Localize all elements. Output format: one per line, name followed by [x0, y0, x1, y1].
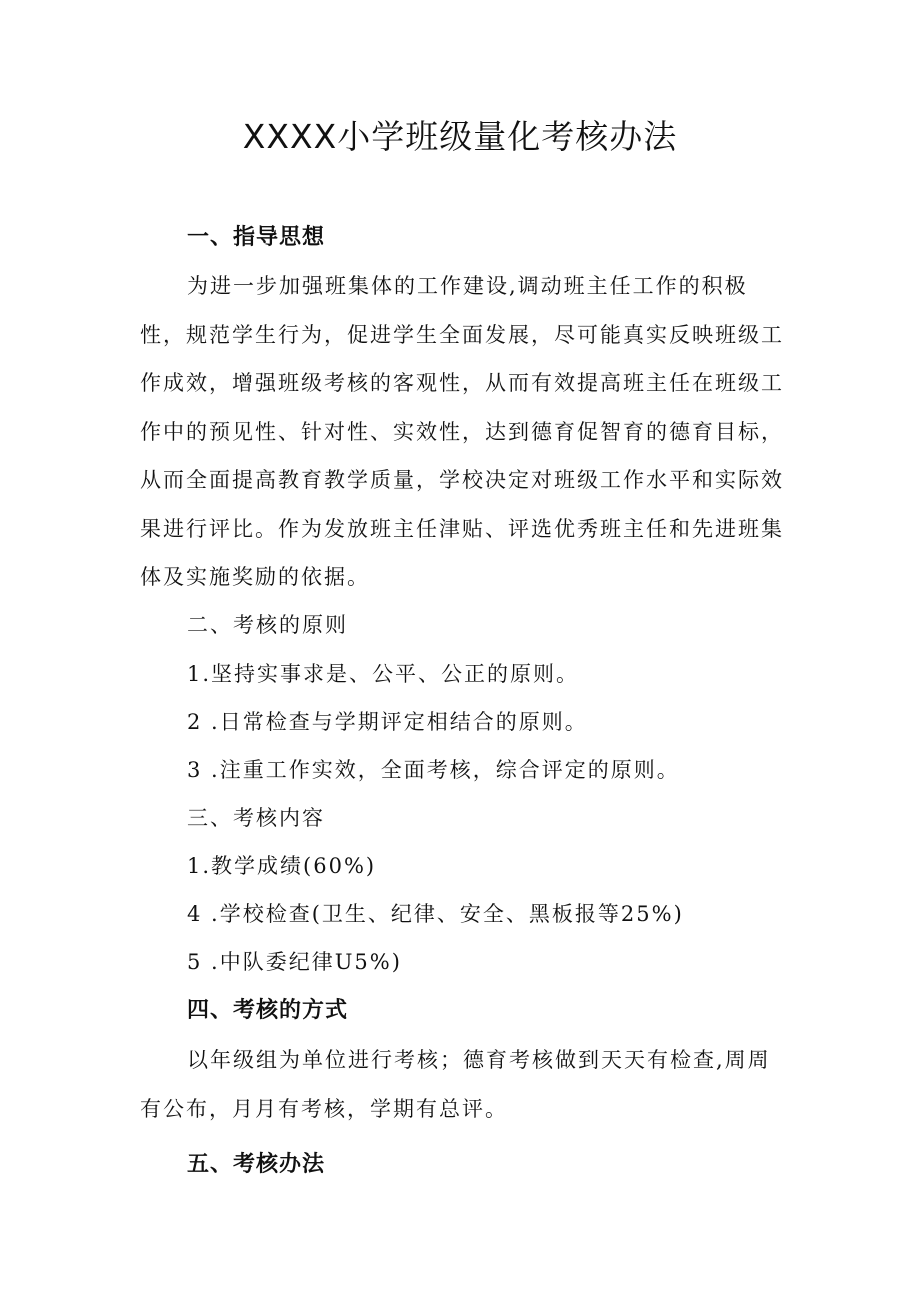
section-heading-guiding-thought: 一、指导思想: [187, 225, 326, 250]
principle-item: 1.坚持实事求是、公平、公正的原则。: [187, 662, 580, 686]
section-heading-content: 三、考核内容: [187, 806, 325, 830]
document-title: XXXX小学班级量化考核办法: [242, 117, 678, 156]
section-heading-method: 四、考核的方式: [187, 998, 349, 1023]
section-heading-assessment: 五、考核办法: [187, 1152, 326, 1177]
section-heading-principles: 二、考核的原则: [187, 613, 348, 637]
principle-item: 3 .注重工作实效，全面考核，综合评定的原则。: [187, 758, 680, 782]
content-item: 4 .学校检查(卫生、纪律、安全、黑板报等25%): [187, 902, 684, 926]
content-item: 1.教学成绩(60%): [187, 854, 377, 878]
method-paragraph: 以年级组为单位进行考核；德育考核做到天天有检查,周周有公布，月月有考核，学期有总评。: [140, 1048, 771, 1121]
content-item: 5 .中队委纪律U5%): [187, 950, 402, 974]
principle-item: 2 .日常检查与学期评定相结合的原则。: [187, 710, 588, 734]
guiding-thought-paragraph: 为进一步加强班集体的工作建设,调动班主任工作的积极性，规范学生行为，促进学生全面发展，尽可能真实反映班级工作成效，增强班级考核的客观性，从而有效提高班主任在班级工作中的预见性、针对性、实效性，达到德育促智育的德育目标，从而全面提高教育教学质量，学校决定对班级工作水平和实际效果进行评比。作为发放班主任津贴、评选优秀班主任和先进班集体及实施奖励的依据。: [140, 274, 784, 589]
